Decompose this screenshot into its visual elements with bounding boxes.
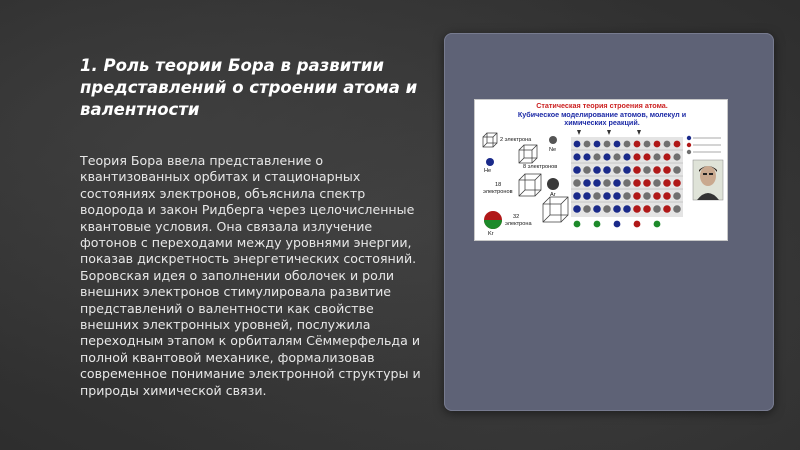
- label-8-electrons: 8 электронов: [523, 164, 558, 170]
- figure-title-line-2: Кубическое моделирование атомов, молекул и: [517, 110, 687, 119]
- label-32-number: 32: [513, 214, 520, 220]
- atom-ne-icon: [549, 136, 557, 144]
- scientist-portrait: [693, 160, 723, 200]
- atom-he-icon: [486, 158, 494, 166]
- atom-ar-icon: [547, 178, 559, 190]
- label-18-electrons: электронов: [483, 189, 513, 195]
- arrow-markers: [577, 130, 641, 135]
- atom-bottom-row: [574, 221, 661, 228]
- label-kr: Kr: [488, 231, 494, 237]
- label-18-number: 18: [495, 182, 502, 188]
- cube-32: [543, 197, 568, 222]
- cube-18: [519, 174, 541, 196]
- label-ne: Ne: [549, 147, 557, 153]
- figure-title-line-3: химических реакций.: [564, 118, 640, 127]
- atom-row-5: [573, 192, 681, 200]
- atom-row-2: [573, 153, 680, 160]
- atom-kr-lower-icon: [484, 220, 502, 229]
- label-2-electrons: 2 электрона: [500, 137, 532, 143]
- cube-8: [519, 145, 537, 163]
- label-32-electrons: электрона: [505, 221, 532, 227]
- slide-title: 1. Роль теории Бора в развитии представлений о строении атома и валентности: [80, 56, 418, 119]
- figure-title-line-1: Статическая теория строения атома.: [536, 101, 668, 110]
- atom-row-4: [573, 179, 681, 187]
- label-he: He: [484, 168, 492, 174]
- atom-row-6: [573, 205, 681, 213]
- label-ar: Ar: [550, 192, 556, 198]
- atom-row-3: [573, 166, 681, 174]
- legend-icons: [687, 136, 721, 154]
- periodic-grid-background: [571, 137, 683, 217]
- bohr-cubic-model-figure: [474, 99, 728, 241]
- cube-small: [483, 133, 497, 147]
- slide-body-text: Теория Бора ввела представление о квантизованных орбитах и стационарных состояниях электронов, объяснила спектр водорода и закон Ридберга через целочисленные квантовые условия. Она связала излучение фотонов с переходами между уровнями энергии, показав дискретность энергетических состояний. Боровская идея о заполнении оболочек и роли внешних электронов стимулировала развитие представлений о валентности как свойстве внешних электронных уровней, послужила переходным этапом к орбиталям Сёммерфельда и полной квантовой механике, формализовав современное понимание электронной структуры и природы химической связи.: [80, 153, 421, 398]
